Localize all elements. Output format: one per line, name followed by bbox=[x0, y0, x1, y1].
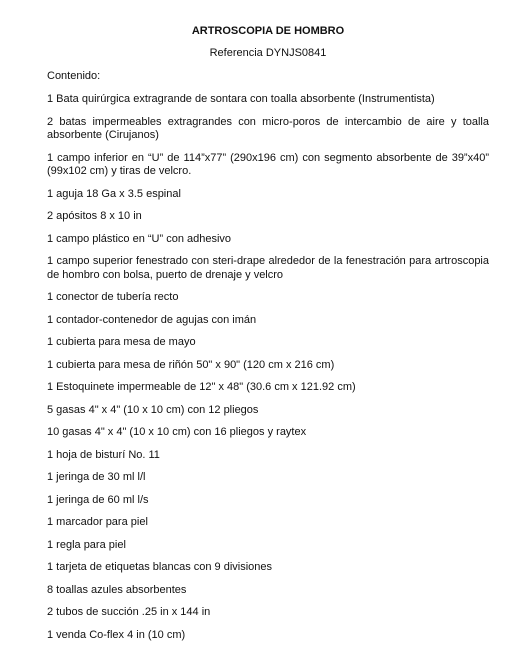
list-item: 1 aguja 18 Ga x 3.5 espinal bbox=[47, 187, 181, 200]
list-item: 1 marcador para piel bbox=[47, 516, 148, 528]
list-item: 2 batas impermeables extragrandes con micro-poros de intercambio de aire y toalla absorbente (Cirujanos) bbox=[47, 115, 489, 141]
list-item: 1 jeringa de 60 ml l/s bbox=[47, 493, 149, 506]
list-item: 1 campo inferior en “U” de 114”x77” (290x196 cm) con segmento absorbente de 39”x40” (99x102 cm) y tiras de velcro. bbox=[47, 151, 489, 177]
list-item: 10 gasas 4" x 4" (10 x 10 cm) con 16 pliegos y raytex bbox=[47, 426, 307, 438]
document-title: ARTROSCOPIA DE HOMBRO bbox=[191, 25, 345, 37]
list-item: 1 Bata quirúrgica extragrande de sontara con toalla absorbente (Instrumentista) bbox=[47, 93, 435, 105]
list-item: 1 cubierta para mesa de riñón 50" x 90" (120 cm x 216 cm) bbox=[47, 358, 335, 371]
reference-number: Referencia DYNJS0841 bbox=[209, 47, 327, 59]
list-item: 1 jeringa de 30 ml l/l bbox=[47, 471, 146, 483]
list-item: 2 tubos de succión .25 in x 144 in bbox=[47, 606, 211, 618]
list-item: 5 gasas 4" x 4" (10 x 10 cm) con 12 pliegos bbox=[47, 403, 259, 416]
list-item: 1 tarjeta de etiquetas blancas con 9 divisiones bbox=[47, 561, 273, 573]
list-item: 1 hoja de bisturí No. 11 bbox=[47, 448, 160, 461]
list-item: 1 campo superior fenestrado con steri-drape alrededor de la fenestración para artroscopia de hombro con bolsa, puerto de drenaje y velcro bbox=[47, 255, 489, 281]
list-item: 1 regla para piel bbox=[47, 538, 126, 551]
list-item: 1 Estoquinete impermeable de 12" x 48" (30.6 cm x 121.92 cm) bbox=[47, 381, 356, 393]
list-item: 2 apósitos 8 x 10 in bbox=[47, 210, 142, 222]
list-item: 8 toallas azules absorbentes bbox=[47, 583, 187, 596]
list-item: 1 campo plástico en “U” con adhesivo bbox=[47, 232, 232, 245]
contents-label: Contenido: bbox=[47, 70, 101, 82]
list-item: 1 contador-contenedor de agujas con imán bbox=[47, 313, 257, 326]
contents-list bbox=[47, 93, 489, 642]
list-item: 1 venda Co-flex 4 in (10 cm) bbox=[47, 628, 186, 641]
list-item: 1 cubierta para mesa de mayo bbox=[47, 336, 196, 348]
list-item: 1 conector de tubería recto bbox=[47, 291, 179, 303]
